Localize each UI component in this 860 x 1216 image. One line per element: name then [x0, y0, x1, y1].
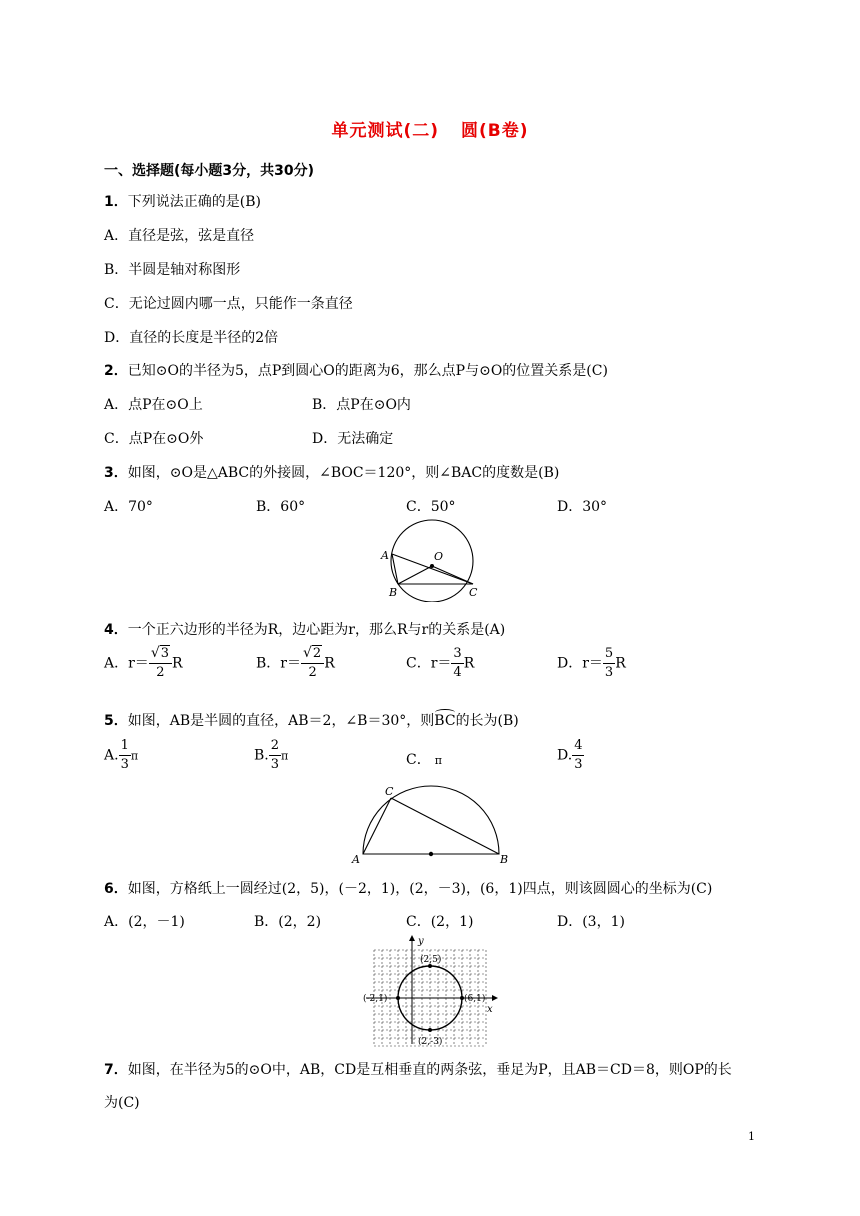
option-suffix: R [172, 655, 183, 672]
circle-triangle-figure [378, 518, 484, 602]
question-number: 2． [104, 363, 128, 379]
option-b [254, 737, 288, 774]
y-label: y [418, 936, 424, 947]
option-b: B．点P在⊙O内 [312, 397, 411, 413]
label-top: (2,5) [420, 955, 442, 965]
y-axis-arrow-icon [409, 935, 415, 941]
question-7-continued: 为(C) [104, 1095, 140, 1111]
option-d: D．30° [557, 499, 608, 515]
question-4 [104, 619, 505, 639]
question-text: 如图，方格纸上一圆经过(2，5)，(－2，1)，(2，－3)，(6，1)四点，则该圆圆心的坐标为(C) [127, 881, 713, 897]
denominator: 3 [270, 757, 280, 772]
options-row [104, 645, 764, 685]
question-text: 已知⊙O的半径为5，点P到圆心O的距离为6，那么点P与⊙O的位置关系是(C) [127, 363, 608, 379]
question-text: 一个正六边形的半径为R，边心距为r，那么R与r的关系是(A) [127, 622, 506, 638]
point-bottom [428, 1028, 432, 1032]
center-point [430, 564, 434, 568]
label-c: C [385, 785, 394, 798]
label-a: A [381, 549, 389, 562]
option-b [256, 645, 335, 682]
question-5 [104, 710, 519, 730]
fraction [269, 737, 281, 774]
option-suffix: π [434, 754, 442, 767]
option-c [406, 645, 474, 682]
label-c: C [469, 586, 478, 599]
option-a: A．点P在⊙O上 [104, 397, 203, 413]
option-a: A．直径是弦，弦是直径 [104, 228, 255, 244]
question-number: 5． [104, 713, 128, 729]
option-c: C．无论过圆内哪一点，只能作一条直径 [104, 296, 353, 312]
label-right: (6,1) [464, 994, 486, 1004]
option-prefix: B．r＝ [256, 655, 301, 672]
question-text: 如图，在半径为5的⊙O中，AB，CD是互相垂直的两条弦，垂足为P，且AB＝CD＝8，则OP的长 [127, 1062, 732, 1078]
option-c: C．点P在⊙O外 [104, 431, 204, 447]
options-row [104, 737, 764, 777]
option-suffix: R [615, 655, 626, 672]
question-text: 如图，AB是半圆的直径，AB＝2，∠B＝30°，则 [127, 713, 435, 729]
label-o: O [434, 550, 444, 563]
option-a [104, 645, 183, 682]
option-a: A．(2，－1) [104, 914, 185, 930]
numerator: 4 [572, 737, 584, 756]
option-d [557, 645, 626, 682]
option-prefix: B. [254, 747, 269, 764]
question-number: 7． [104, 1062, 128, 1078]
title-part2: 圆(B卷) [461, 121, 529, 141]
numerator: 5 [603, 645, 615, 664]
sqrt-icon: √ [302, 645, 312, 661]
segment-ac [392, 554, 473, 584]
question-number: 1． [104, 194, 128, 210]
option-a [104, 737, 138, 774]
arc-bc: BC [434, 713, 456, 729]
option-c: C．(2，1) [406, 914, 474, 930]
option-c [406, 749, 442, 769]
question-number: 3． [104, 465, 128, 481]
numerator: 2 [269, 737, 281, 756]
option-d: D．无法确定 [312, 431, 394, 447]
sqrt-icon: √ [150, 645, 160, 661]
question-7 [104, 1059, 732, 1079]
question-text: 如图，⊙O是△ABC的外接圆，∠BOC＝120°，则∠BAC的度数是(B) [127, 465, 560, 481]
label-a: A [352, 853, 360, 864]
option-suffix: π [130, 749, 139, 763]
section-heading: 一、选择题(每小题3分，共30分) [104, 163, 315, 179]
question-6 [104, 878, 712, 898]
question-3 [104, 462, 559, 482]
fraction [301, 645, 324, 682]
denominator: 3 [120, 757, 129, 772]
fraction [572, 737, 584, 774]
option-suffix: R [324, 655, 335, 672]
fraction [119, 737, 131, 774]
option-prefix: A. [104, 747, 119, 764]
question-text: 下列说法正确的是(B) [127, 194, 261, 210]
option-d: D．直径的长度是半径的2倍 [104, 330, 279, 346]
denominator: 2 [308, 665, 317, 680]
center-point [429, 852, 433, 856]
option-b: B．60° [256, 499, 306, 515]
option-d: D．(3，1) [557, 914, 625, 930]
fraction [603, 645, 615, 682]
label-bottom: (2,-3) [418, 1037, 443, 1047]
option-prefix: C．r＝ [406, 655, 452, 672]
option-prefix: C． [406, 752, 431, 768]
segment-oc [432, 566, 473, 584]
denominator: 4 [453, 665, 462, 680]
option-c: C．50° [406, 499, 456, 515]
denominator: 3 [604, 665, 614, 680]
option-d [557, 737, 584, 774]
fraction [149, 645, 172, 682]
numerator: 3 [451, 645, 463, 664]
denominator: 2 [156, 665, 165, 680]
x-label: x [487, 1004, 493, 1015]
label-b: B [500, 853, 509, 864]
point-left [396, 996, 400, 1000]
title-part1: 单元测试(二) [331, 121, 440, 141]
numerator: 3 [160, 646, 170, 661]
option-prefix: D. [557, 747, 573, 764]
label-b: B [389, 586, 398, 599]
label-left: (-2,1) [363, 994, 388, 1004]
option-prefix: A．r＝ [104, 655, 149, 672]
option-b: B．(2，2) [254, 914, 322, 930]
question-text-end: 的长为(B) [455, 713, 519, 729]
option-b: B．半圆是轴对称图形 [104, 262, 241, 278]
page-number: 1 [748, 1130, 755, 1143]
page-title [0, 116, 860, 141]
segment-ac [363, 798, 391, 854]
numerator: 1 [119, 737, 131, 756]
question-number: 4． [104, 622, 128, 638]
segment-cb [391, 798, 499, 854]
x-axis-arrow-icon [492, 995, 498, 1001]
numerator: 2 [312, 646, 322, 661]
semicircle-figure [348, 784, 516, 864]
segment-ob [398, 566, 432, 584]
circle-o [391, 520, 473, 602]
denominator: 3 [574, 757, 583, 772]
fraction [451, 645, 463, 682]
question-2 [104, 360, 608, 380]
option-suffix: R [463, 655, 475, 672]
option-a: A．70° [104, 499, 153, 515]
question-number: 6． [104, 881, 128, 897]
grid-circle-figure [360, 932, 500, 1048]
option-suffix: π [281, 749, 289, 763]
question-1 [104, 191, 261, 211]
option-prefix: D．r＝ [557, 655, 603, 672]
